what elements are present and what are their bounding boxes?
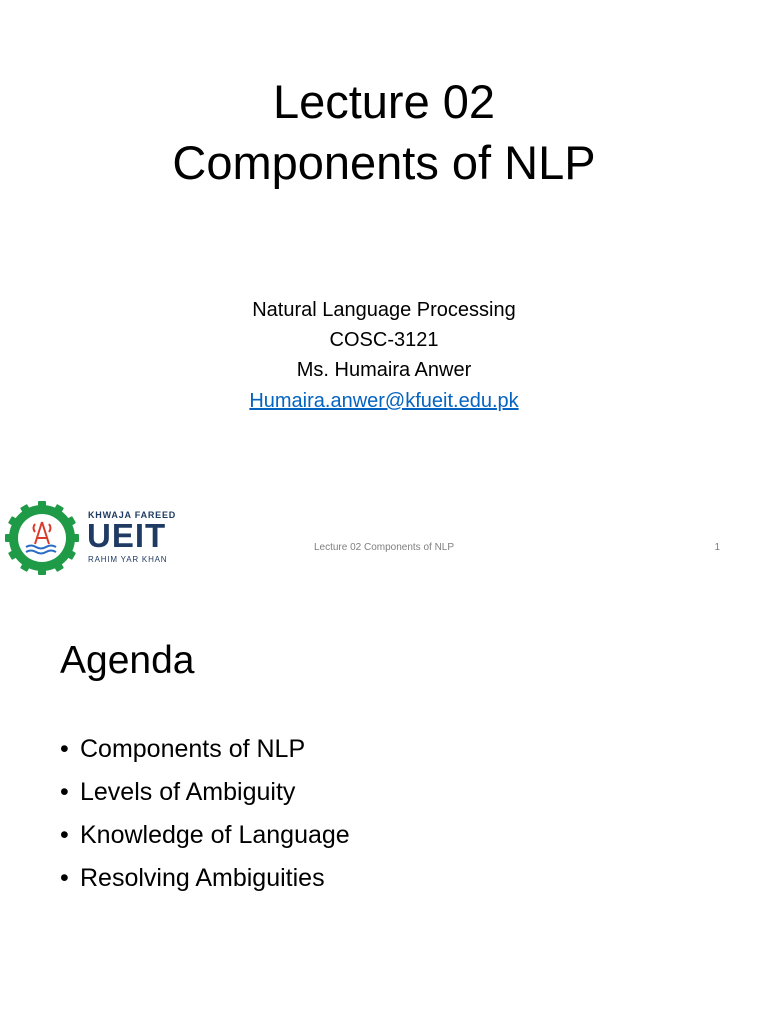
- bullet-icon: •: [60, 864, 69, 892]
- agenda-item-label: Components of NLP: [80, 735, 306, 763]
- agenda-list: [60, 728, 350, 900]
- instructor-email: [0, 386, 768, 416]
- course-name: Natural Language Processing: [252, 299, 516, 321]
- gear-seal-icon: [4, 500, 80, 576]
- slide-title-line-2: Components of NLP: [172, 136, 596, 189]
- agenda-item: [60, 771, 350, 814]
- agenda-item: [60, 728, 350, 771]
- agenda-item-label: Knowledge of Language: [80, 821, 350, 849]
- slide-footer: Lecture 02 Components of NLP: [313, 542, 455, 553]
- agenda-item: [60, 814, 350, 857]
- agenda-slide: [0, 590, 768, 1024]
- instructor-name: Ms. Humaira Anwer: [296, 359, 472, 381]
- slide-title-line-1: Lecture 02: [272, 75, 496, 128]
- logo-main-text: UEIT: [87, 517, 167, 554]
- agenda-item-label: Resolving Ambiguities: [80, 864, 325, 892]
- logo-bottom-text: RAHIM YAR KHAN: [88, 555, 168, 564]
- bullet-icon: •: [60, 821, 69, 849]
- email-link[interactable]: Humaira.anwer@kfueit.edu.pk: [249, 390, 519, 412]
- agenda-item-label: Levels of Ambiguity: [80, 778, 296, 806]
- logo-top-text: KHWAJA FAREED: [88, 510, 177, 520]
- agenda-item: [60, 857, 350, 900]
- bullet-icon: •: [60, 778, 69, 806]
- page-number: 1: [714, 542, 720, 553]
- bullet-icon: •: [60, 735, 69, 763]
- agenda-title: Agenda: [60, 639, 195, 682]
- university-logo: [4, 500, 179, 576]
- course-code: COSC-3121: [329, 329, 439, 351]
